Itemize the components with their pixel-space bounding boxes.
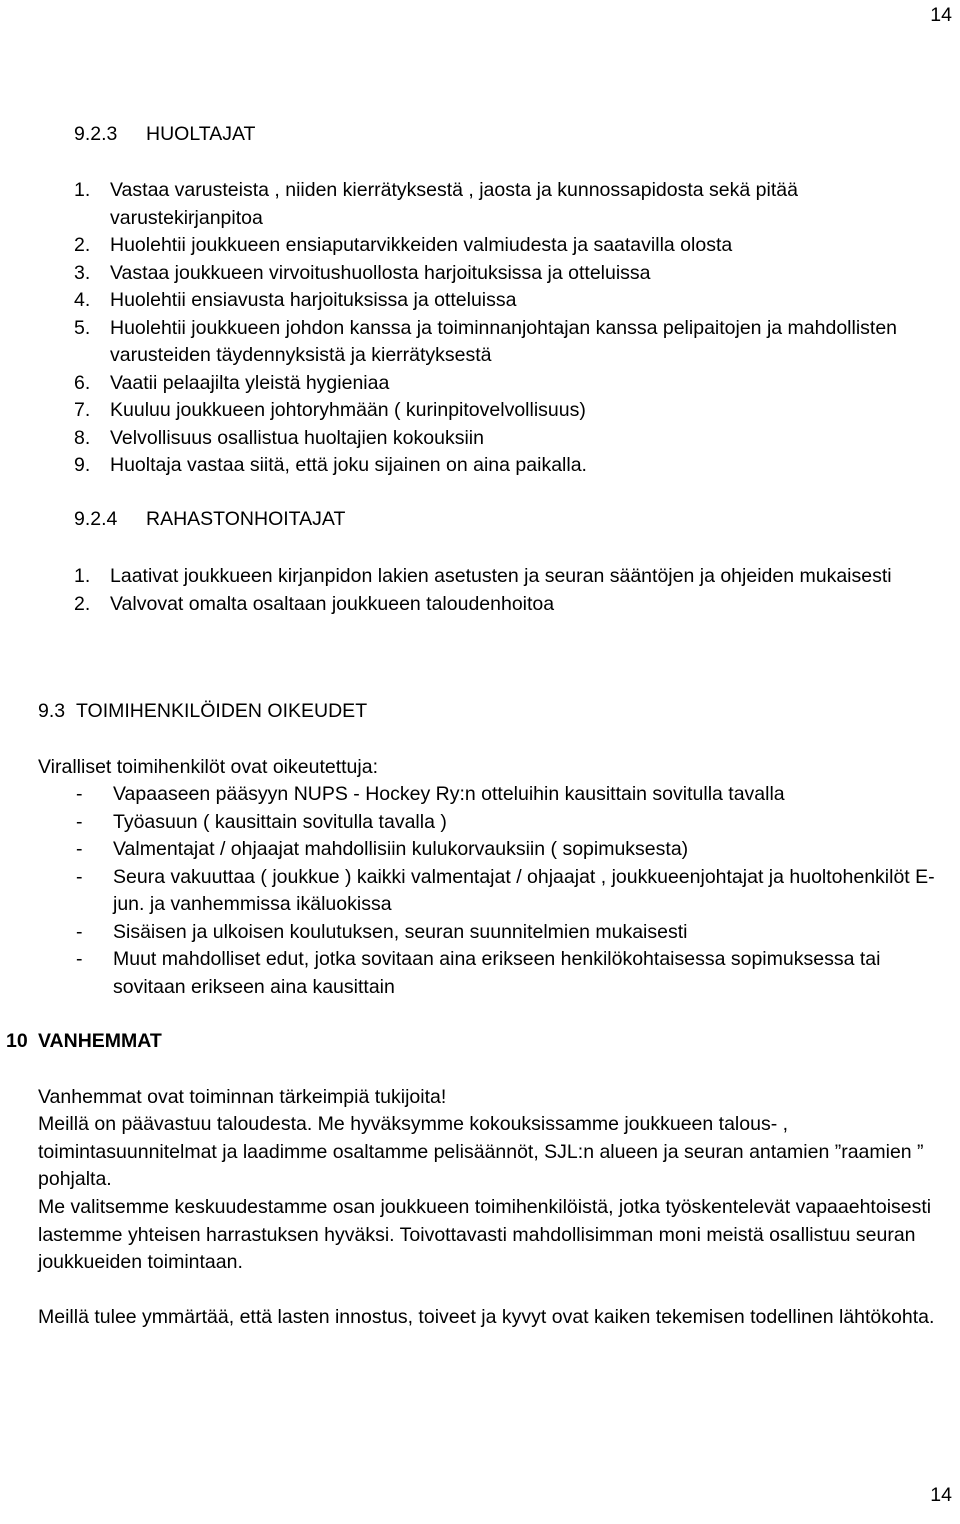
list-item [0, 809, 943, 837]
item-text: Työasuun ( kausittain sovitulla tavalla ) [113, 810, 447, 833]
item-number: 5. [74, 316, 91, 339]
list-item [0, 563, 950, 591]
item-text: Huolehtii ensiavusta harjoituksissa ja otteluissa [110, 289, 517, 311]
section-number: 9.3 [38, 700, 66, 722]
item-number: 7. [74, 399, 91, 421]
list-item [0, 425, 950, 453]
page-number-bottom: 14 [930, 1484, 952, 1506]
list-item [0, 232, 950, 260]
section-heading-huoltajat [74, 123, 255, 146]
rights-intro: Viralliset toimihenkilöt ovat oikeutettuja: [38, 756, 378, 778]
list-item [0, 287, 950, 315]
section-heading-vanhemmat [6, 1030, 162, 1053]
list-item [0, 260, 950, 288]
item-text: Seura vakuuttaa ( joukkue ) kaikki valmentajat / ohjaajat , joukkueenjohtajat ja huoltohenkilöt E-jun. ja vanhemmissa ikäluokissa [113, 865, 935, 915]
dash-bullet: - [76, 948, 83, 970]
section-number: 10 [6, 1030, 28, 1052]
dash-bullet: - [76, 810, 83, 833]
item-number: 2. [74, 592, 91, 615]
list-item [0, 177, 950, 232]
dash-bullet: - [76, 865, 83, 888]
section-title: HUOLTAJAT [146, 123, 256, 145]
item-text: Valvovat omalta osaltaan joukkueen taloudenhoitoa [110, 592, 555, 615]
section-number: 9.2.4 [74, 508, 118, 530]
item-number: 3. [74, 261, 91, 284]
item-text: Vastaa joukkueen virvoitushuollosta harjoituksissa ja otteluissa [110, 261, 651, 284]
paragraph: Meillä on päävastuu taloudesta. Me hyväksymme kokouksissamme joukkueen talous- , toimintasuunnitelmat ja laadimme osaltamme pelisäännöt, SJL:n alueen ja seuran antamien ”raamien ” pohjalta. [38, 1113, 924, 1190]
dash-bullet: - [76, 838, 83, 860]
item-text: Valmentajat / ohjaajat mahdollisiin kulukorvauksiin ( sopimuksesta) [113, 838, 689, 860]
item-text: Vapaaseen pääsyyn NUPS - Hockey Ry:n otteluihin kausittain sovitulla tavalla [113, 783, 785, 805]
paragraph: Vanhemmat ovat toiminnan tärkeimpiä tukijoita! [38, 1086, 447, 1108]
item-text: Huolehtii joukkueen johdon kanssa ja toiminnanjohtajan kanssa pelipaitojen ja mahdollisten varusteiden täydennyksistä ja kierrätyksestä [110, 316, 898, 366]
item-number: 4. [74, 289, 91, 311]
section-heading-rahastonhoitajat [74, 508, 345, 531]
list-item [0, 836, 943, 864]
section-title: TOIMIHENKILÖIDEN OIKEUDET [76, 700, 368, 722]
dash-bullet: - [76, 783, 83, 805]
list-item [0, 864, 943, 919]
list-item [0, 946, 943, 1001]
item-text: Sisäisen ja ulkoisen koulutuksen, seuran suunnitelmien mukaisesti [113, 920, 688, 943]
item-number: 8. [74, 426, 91, 449]
item-text: Velvollisuus osallistua huoltajien kokouksiin [110, 426, 484, 449]
section-number: 9.2.3 [74, 123, 118, 145]
list-item [0, 591, 950, 619]
list-item [0, 919, 943, 947]
item-text: Huolehtii joukkueen ensiaputarvikkeiden valmiudesta ja saatavilla olosta [110, 234, 733, 256]
list-item [0, 781, 943, 809]
item-text: Huoltaja vastaa siitä, että joku sijainen on aina paikalla. [110, 454, 587, 476]
page-number-top: 14 [930, 4, 952, 26]
item-text: Laativat joukkueen kirjanpidon lakien asetusten ja seuran sääntöjen ja ohjeiden mukaisesti [110, 565, 892, 587]
rahastonhoitajat-list [0, 563, 950, 618]
item-text: Muut mahdolliset edut, jotka sovitaan aina erikseen henkilökohtaisessa sopimuksessa tai sovitaan erikseen aina kausittain [113, 948, 881, 998]
huoltajat-list [0, 177, 950, 480]
item-text: Kuuluu joukkueen johtoryhmään ( kurinpitovelvollisuus) [110, 399, 586, 421]
item-number: 6. [74, 371, 91, 394]
item-number: 2. [74, 234, 91, 256]
paragraph: Meillä tulee ymmärtää, että lasten innostus, toiveet ja kyvyt ovat kaiken tekemisen todellinen lähtökohta. [38, 1306, 935, 1328]
item-number: 1. [74, 565, 91, 587]
item-number: 1. [74, 179, 91, 201]
paragraph: Me valitsemme keskuudestamme osan joukkueen toimihenkilöistä, jotka työskentelevät vapaaehtoisesti lastemme yhteisen harrastuksen hyväksi. Toivottavasti mahdollisimman moni meistä osallistuu seuran joukkueiden toimintaan. [38, 1196, 932, 1273]
list-item [0, 452, 950, 480]
list-item [0, 370, 950, 398]
section-title: VANHEMMAT [38, 1030, 162, 1052]
list-item [0, 397, 950, 425]
item-text: Vastaa varusteista , niiden kierrätyksestä , jaosta ja kunnossapidosta sekä pitää varustekirjanpitoa [110, 179, 798, 229]
item-number: 9. [74, 454, 91, 476]
section-heading-toimihenkiloiden-oikeudet [38, 700, 367, 723]
list-item [0, 315, 950, 370]
dash-bullet: - [76, 920, 83, 943]
section-title: RAHASTONHOITAJAT [146, 508, 346, 530]
rights-list [0, 781, 943, 1001]
item-text: Vaatii pelaajilta yleistä hygieniaa [110, 371, 390, 394]
